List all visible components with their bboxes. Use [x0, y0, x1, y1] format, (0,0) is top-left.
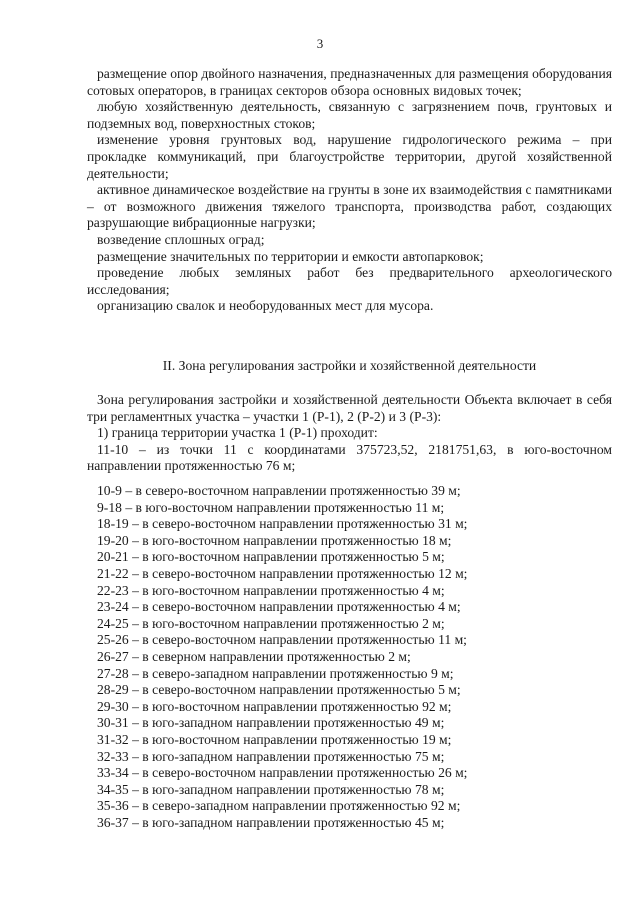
- boundary-segment: 33-34 – в северо-восточном направлении протяженностью 26 м;: [97, 765, 468, 781]
- intro-paragraph: 1) граница территории участка 1 (Р-1) проходит:: [97, 425, 378, 441]
- boundary-segment: 21-22 – в северо-восточном направлении протяженностью 12 м;: [97, 565, 468, 581]
- boundary-segment: 18-19 – в северо-восточном направлении протяженностью 31 м;: [97, 516, 468, 532]
- boundary-segment: 23-24 – в северо-восточном направлении протяженностью 4 м;: [97, 599, 461, 615]
- boundary-segment: 36-37 – в юго-западном направлении протяженностью 45 м;: [97, 814, 445, 830]
- boundary-segment: 29-30 – в юго-восточном направлении протяженностью 92 м;: [97, 698, 452, 714]
- boundary-segment: 19-20 – в юго-восточном направлении протяженностью 18 м;: [97, 532, 452, 548]
- boundary-segment: 27-28 – в северо-западном направлении протяженностью 9 м;: [97, 665, 454, 681]
- boundary-segment: 10-9 – в северо-восточном направлении протяженностью 39 м;: [97, 483, 461, 498]
- boundary-segment: 31-32 – в юго-восточном направлении протяженностью 19 м;: [97, 731, 452, 747]
- boundary-segment: 25-26 – в северо-восточном направлении протяженностью 11 м;: [97, 632, 467, 648]
- boundary-segment: 22-23 – в юго-восточном направлении протяженностью 4 м;: [97, 582, 445, 598]
- restriction-item: размещение опор двойного назначения, предназначенных для размещения оборудования сотовых операторов, в границах секторов обзора основных видовых точек;: [87, 66, 612, 98]
- boundary-segment: 35-36 – в северо-западном направлении протяженностью 92 м;: [97, 798, 461, 814]
- restriction-item: возведение сплошных оград;: [97, 231, 265, 247]
- restrictions-list: [87, 66, 612, 315]
- boundary-segment: 34-35 – в юго-западном направлении протяженностью 78 м;: [97, 781, 445, 797]
- intro-paragraph: Зона регулирования застройки и хозяйственной деятельности Объекта включает в себя три регламентных участка – участки 1 (Р-1), 2 (Р-2) и 3 (Р-3):: [87, 392, 612, 424]
- boundary-segments-list: [87, 483, 612, 831]
- page-number: 3: [316, 36, 324, 51]
- boundary-segment: 9-18 – в юго-восточном направлении протяженностью 11 м;: [97, 499, 445, 515]
- boundary-segment: 30-31 – в юго-западном направлении протяженностью 49 м;: [97, 715, 445, 731]
- section-heading: II. Зона регулирования застройки и хозяйственной деятельности: [162, 358, 537, 373]
- zone-intro: [87, 392, 612, 475]
- restriction-item: организацию свалок и необорудованных мест для мусора.: [97, 298, 434, 314]
- restriction-item: размещение значительных по территории и емкости автопарковок;: [97, 248, 484, 264]
- intro-paragraph: 11-10 – из точки 11 с координатами 375723,52, 2181751,63, в юго-восточном направлении протяженностью 76 м;: [87, 441, 612, 474]
- boundary-segment: 20-21 – в юго-восточном направлении протяженностью 5 м;: [97, 549, 445, 565]
- restriction-item: проведение любых земляных работ без предварительного археологического исследования;: [87, 265, 612, 297]
- boundary-segment: 26-27 – в северном направлении протяженностью 2 м;: [97, 648, 411, 664]
- restriction-item: любую хозяйственную деятельность, связанную с загрязнением почв, грунтовых и подземных вод, поверхностных стоков;: [87, 99, 612, 131]
- boundary-segment: 32-33 – в юго-западном направлении протяженностью 75 м;: [97, 748, 445, 764]
- restriction-item: активное динамическое воздействие на грунты в зоне их взаимодействия с памятниками – от возможного движения тяжелого транспорта, производства работ, создающих разрушающие вибрационные нагрузки;: [87, 182, 612, 231]
- restriction-item: изменение уровня грунтовых вод, нарушение гидрологического режима – при прокладке коммуникаций, при благоустройстве территории, другой хозяйственной деятельности;: [87, 132, 612, 181]
- boundary-segment: 28-29 – в северо-восточном направлении протяженностью 5 м;: [97, 682, 461, 698]
- boundary-segment: 24-25 – в юго-восточном направлении протяженностью 2 м;: [97, 615, 445, 631]
